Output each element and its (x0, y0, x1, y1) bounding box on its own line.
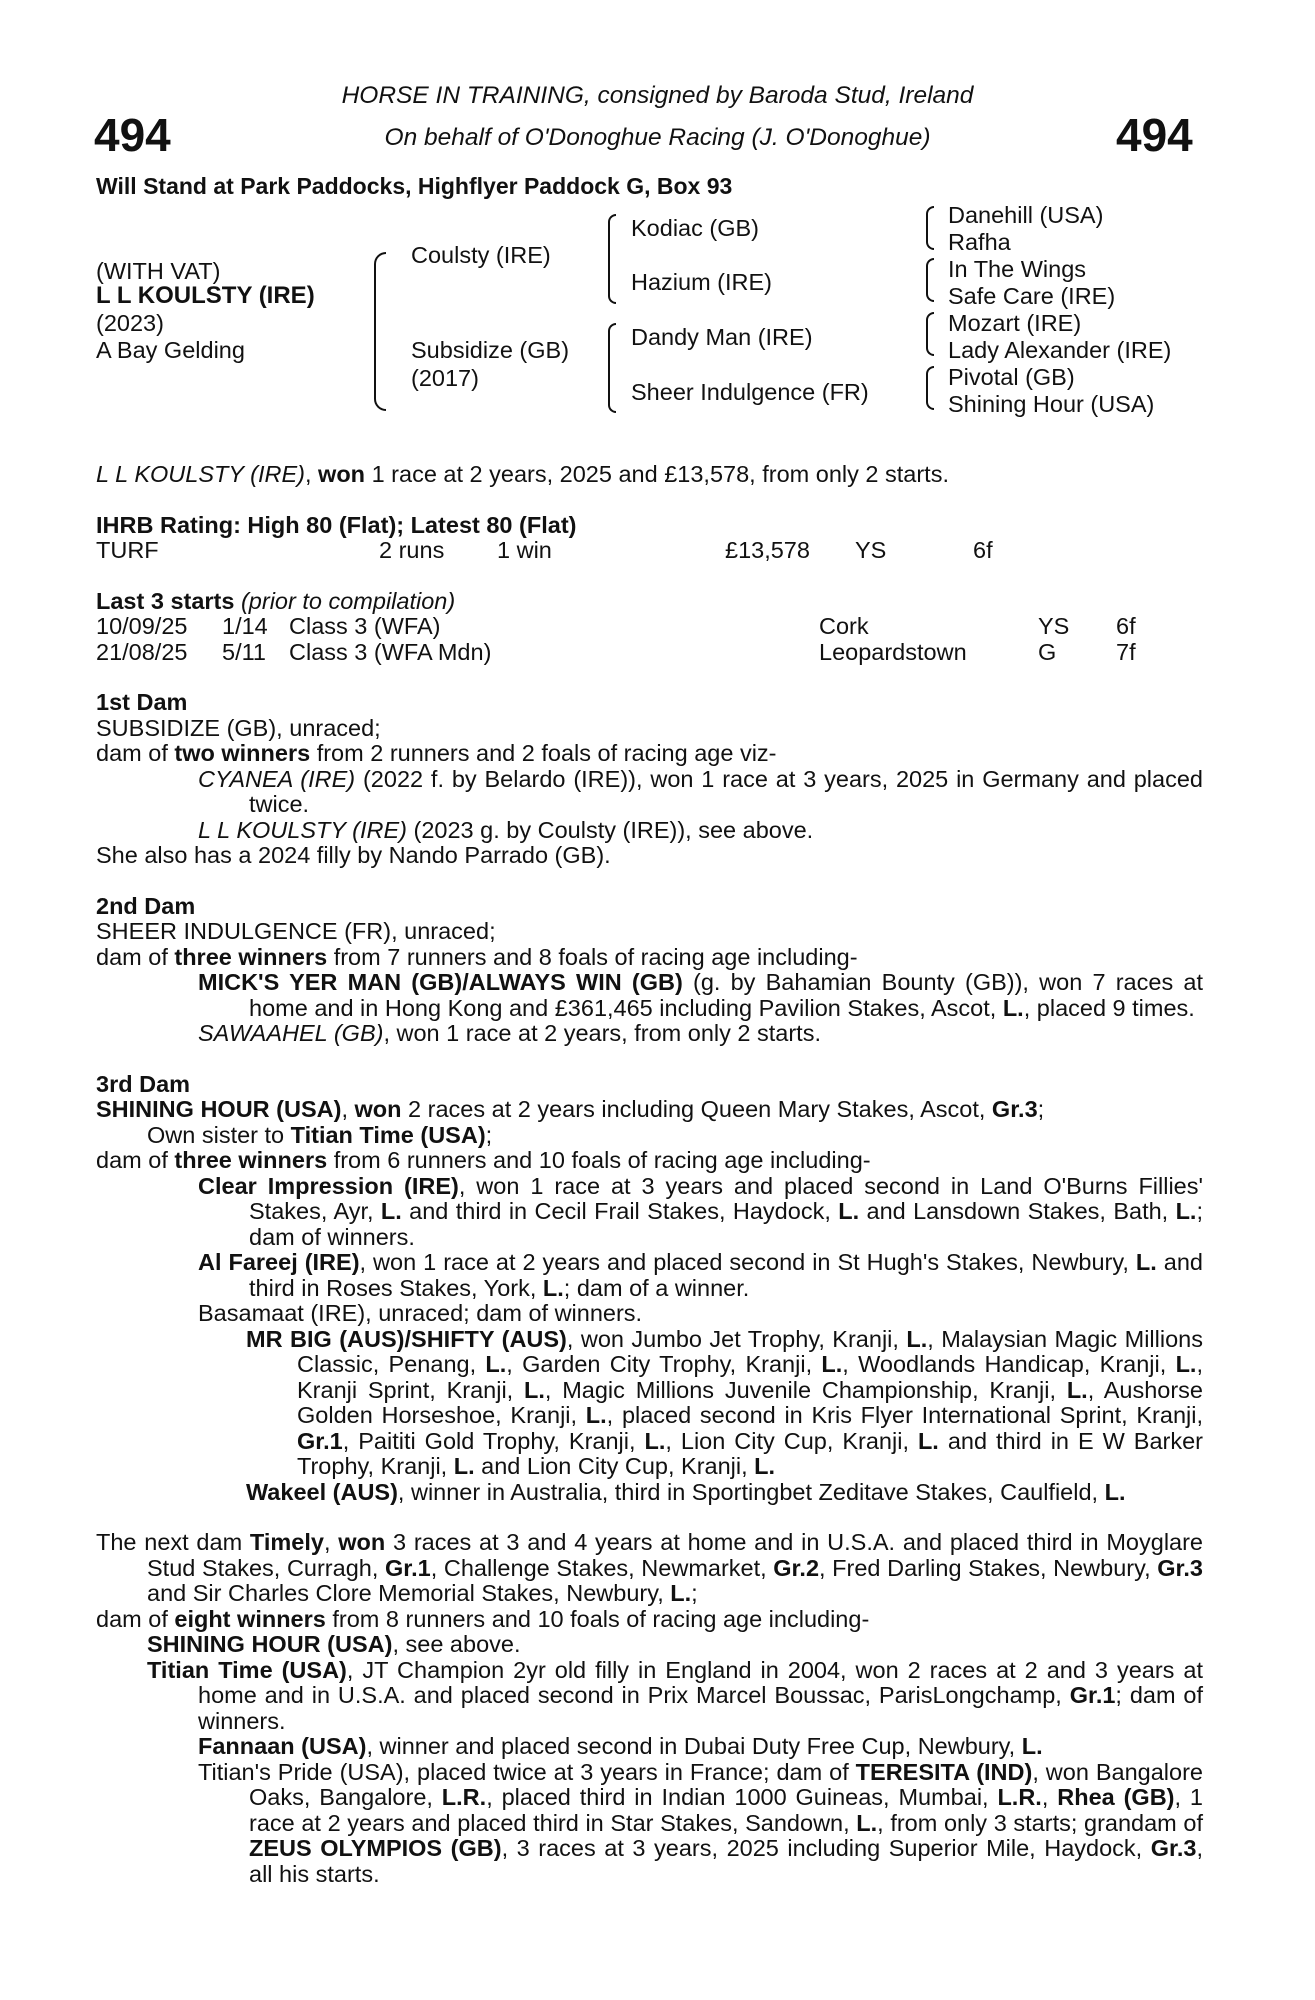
lot-number-left: 494 (94, 109, 171, 161)
rating-title: IHRB Rating: High 80 (Flat); Latest 80 (Flat) (96, 511, 577, 538)
location-line: Will Stand at Park Paddocks, Highflyer Paddock G, Box 93 (96, 173, 733, 199)
ped-sdd: Safe Care (IRE) (948, 283, 1116, 309)
section-title: 2nd Dam (96, 892, 196, 919)
horse-year: (2023) (96, 310, 164, 336)
third-dam-section: 3rd Dam SHINING HOUR (USA), won 2 races at 2 years including Queen Mary Stakes, Ascot, Gr.3; Own sister to Titian Time (USA); dam of three winners from 6 runners and 10 foals of racing age including- Clear Impression (IRE), won 1 race at 3 years and placed second in Land O'Burns Fillies' Stakes, Ayr, L. and third in Cecil Frail Stakes, Haydock, L. and Lansdown Stakes, Bath, L.; dam of winners. Al Fareej (IRE), won 1 race at 2 years and placed second in St Hugh's Stakes, Newbury, L. and third in Roses Stakes, York, L.; dam of a winner. Basamaat (IRE), unraced; dam of winners. MR BIG (AUS)/SHIFTY (AUS), won Jumbo Jet Trophy, Kranji, L., Malaysian Magic Millions Classic, Penang, L., Garden City Trophy, Kranji, L., Woodlands Handicap, Kranji, L., Kranji Sprint, Kranji, L., Magic Millions Juvenile Championship, Kranji, L., Aushorse Golden Horseshoe, Kranji, L., placed second in Kris Flyer International Sprint, Kranji, Gr.1, Paititi Gold Trophy, Kranji, L., Lion City Cup, Kranji, L. and third in E W Barker Trophy, Kranji, L. and Lion City Cup, Kranji, L. Wakeel (AUS), winner in Australia, third in Sportingbet Zeditave Stakes, Caulfield, L. (96, 1070, 1204, 1505)
start-row: 10/09/25 1/14 Class 3 (WFA) Cork YS 6f (96, 613, 1136, 639)
ped-dsd: Lady Alexander (IRE) (948, 337, 1172, 363)
section-title: 3rd Dam (96, 1070, 191, 1097)
rating-row: TURF 2 runs 1 win £13,578 YS 6f (96, 537, 993, 563)
horse-description: A Bay Gelding (96, 337, 245, 363)
next-dam-section: The next dam Timely, won 3 races at 3 and 4 years at home and in U.S.A. and placed third in Moyglare Stud Stakes, Curragh, Gr.1, Challenge Stakes, Newmarket, Gr.2, Fred Darling Stakes, Newbury, Gr.3 and Sir Charles Clore Memorial Stakes, Newbury, L.; dam of eight winners from 8 runners and 10 foals of racing age including- SHINING HOUR (USA), see above. Titian Time (USA), JT Champion 2yr old filly in England in 2004, won 2 races at 2 and 3 years at home and in U.S.A. and placed second in Prix Marcel Boussac, ParisLongchamp, Gr.1; dam of winners. Fannaan (USA), winner and placed second in Dubai Duty Free Cup, Newbury, L. Titian's Pride (USA), placed twice at 3 years in France; dam of TERESITA (IND), won Bangalore Oaks, Bangalore, L.R., placed third in Indian 1000 Guineas, Mumbai, L.R., Rhea (GB), 1 race at 2 years and placed third in Star Stakes, Sandown, L., from only 3 starts; grandam of ZEUS OLYMPIOS (GB), 3 races at 3 years, 2025 including Superior Mile, Haydock, Gr.3, all his starts. (96, 1529, 1204, 1887)
consignor-line: On behalf of O'Donoghue Racing (J. O'Donoghue) (384, 124, 931, 151)
dam-sire: Dandy Man (IRE) (631, 324, 813, 350)
race-summary: L L KOULSTY (IRE), won 1 race at 2 years, 2025 and £13,578, from only 2 starts. (96, 461, 949, 487)
rating-section (96, 513, 1203, 564)
consignment-line: HORSE IN TRAINING, consigned by Baroda Stud, Ireland (341, 82, 974, 109)
ped-sss: Danehill (USA) (948, 202, 1104, 228)
ped-dds: Pivotal (GB) (948, 364, 1075, 390)
ped-sds: In The Wings (948, 256, 1087, 282)
dam: Subsidize (GB) (411, 337, 570, 363)
dam-dam: Sheer Indulgence (FR) (631, 379, 869, 405)
vat-note: (WITH VAT) (96, 258, 221, 284)
ped-ddd: Shining Hour (USA) (948, 391, 1155, 417)
sire-sire: Kodiac (GB) (631, 215, 759, 241)
dam-year: (2017) (411, 365, 479, 391)
ped-ssd: Rafha (948, 229, 1011, 255)
second-dam-section: 2nd Dam SHEER INDULGENCE (FR), unraced; dam of three winners from 7 runners and 8 foals of racing age including- MICK'S YER MAN (GB)/ALWAYS WIN (GB) (g. by Bahamian Bounty (GB)), won 7 races at home and in Hong Kong and £361,465 including Pavilion Stakes, Ascot, L., placed 9 times. SAWAAHEL (GB), won 1 race at 2 years, from only 2 starts. (96, 892, 1203, 1046)
last-starts-title: Last 3 starts (prior to compilation) (96, 587, 456, 614)
start-row: 21/08/25 5/11 Class 3 (WFA Mdn) Leopardstown G 7f (96, 638, 1136, 665)
sire: Coulsty (IRE) (411, 242, 551, 268)
section-title: 1st Dam (96, 689, 188, 715)
catalogue-body (96, 462, 1203, 1887)
ped-dss: Mozart (IRE) (948, 310, 1082, 336)
sire-dam: Hazium (IRE) (631, 269, 773, 295)
horse-name: L L KOULSTY (IRE) (96, 282, 315, 309)
lot-number-right: 494 (1116, 109, 1193, 161)
first-dam-section: 1st Dam SUBSIDIZE (GB), unraced; dam of two winners from 2 runners and 2 foals of racing age viz- CYANEA (IRE) (2022 f. by Belardo (IRE)), won 1 race at 3 years, 2025 in Germany and placed twice. L L KOULSTY (IRE) (2023 g. by Coulsty (IRE)), see above. She also has a 2024 filly by Nando Parrado (GB). (96, 689, 1203, 868)
last-starts (96, 589, 1203, 666)
